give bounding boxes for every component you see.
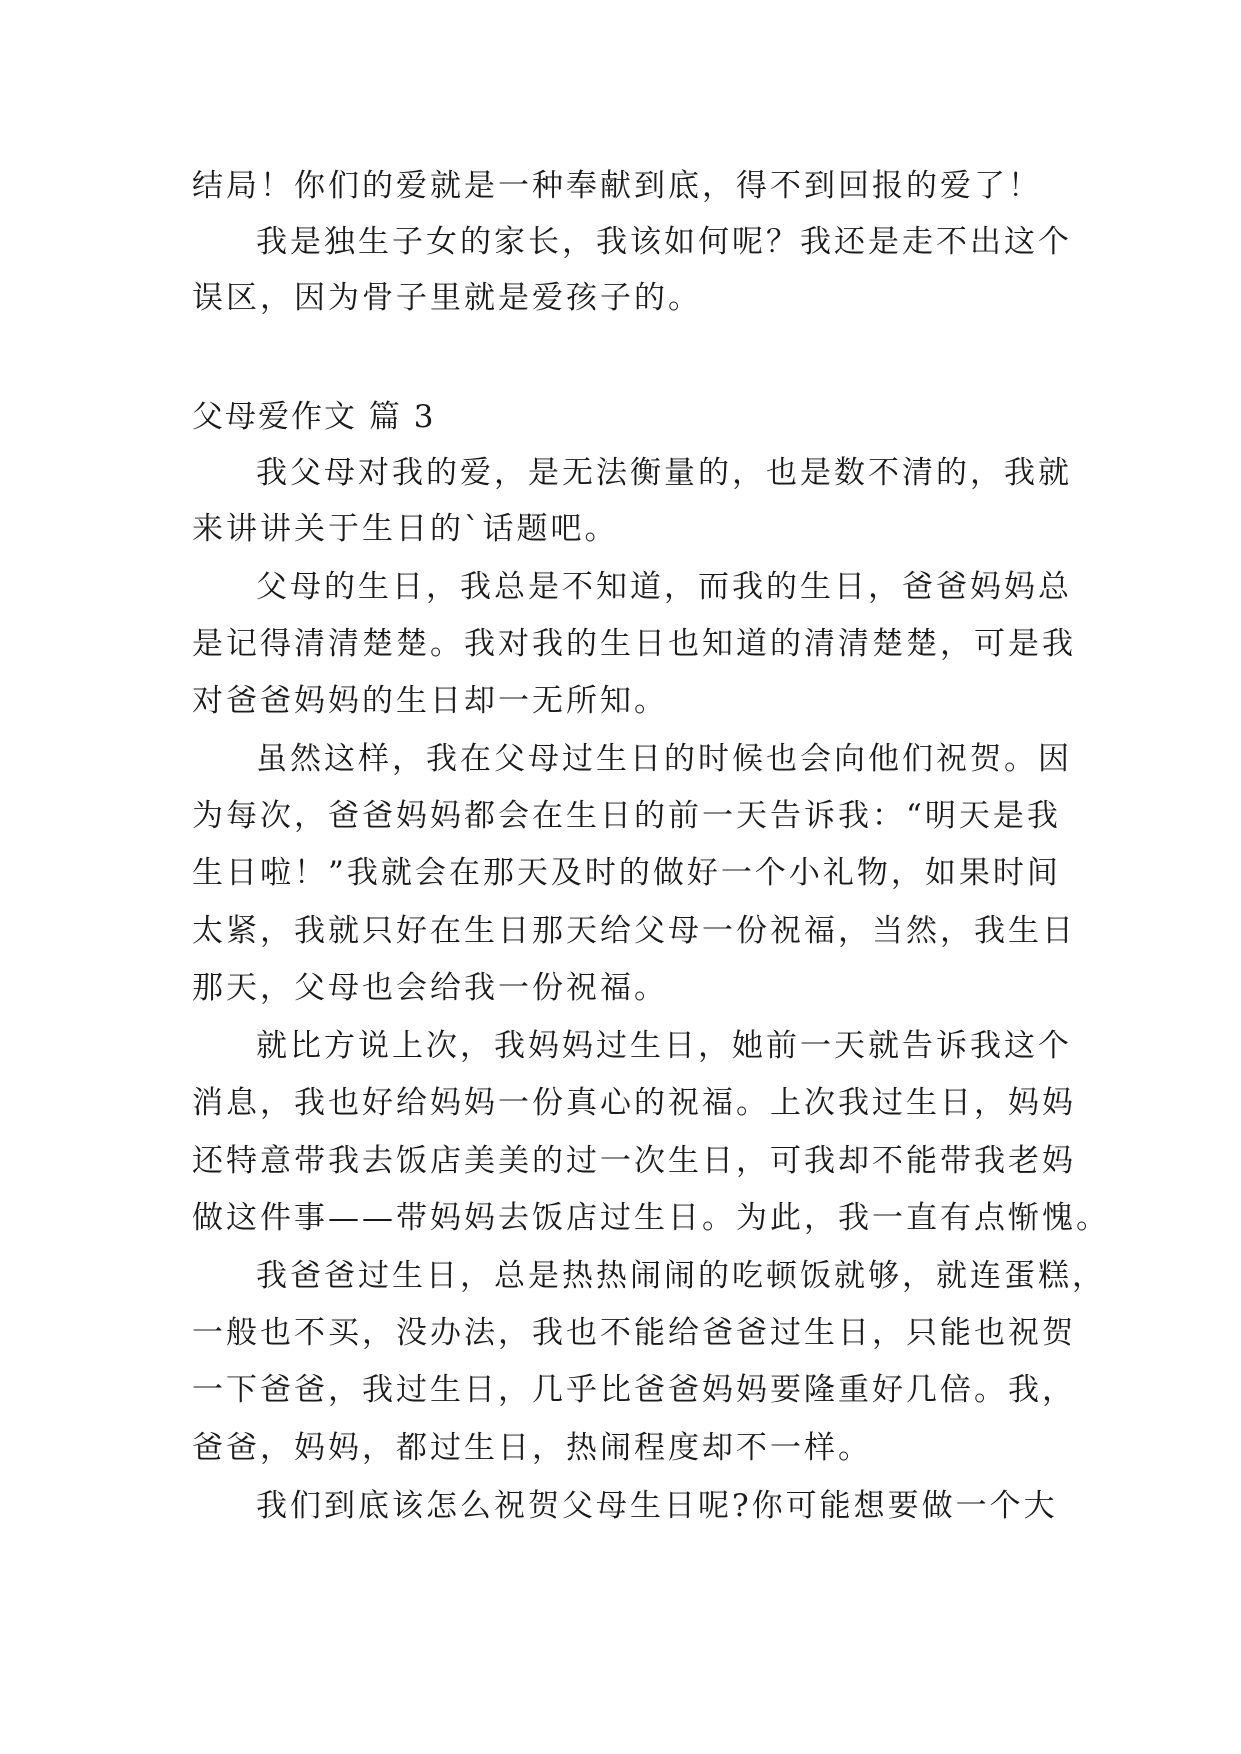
text-line: 太紧，我就只好在生日那天给父母一份祝福，当然，我生日	[192, 913, 1076, 949]
text-line: 一般也不买，没办法，我也不能给爸爸过生日，只能也祝贺	[192, 1315, 1076, 1351]
text-line: 那天，父母也会给我一份祝福。	[192, 970, 668, 1006]
text-line: 生日啦！”我就会在那天及时的做好一个小礼物，如果时间	[192, 855, 1061, 891]
text-line: 为每次，爸爸妈妈都会在生日的前一天告诉我：“明天是我	[192, 798, 1061, 834]
paragraph-first-line: 我们到底该怎么祝贺父母生日呢?你可能想要做一个大	[256, 1488, 1058, 1524]
text-line: 来讲讲关于生日的`话题吧。	[192, 511, 619, 547]
text-line: 一下爸爸，我过生日，几乎比爸爸妈妈要隆重好几倍。我，	[192, 1372, 1076, 1408]
paragraph-first-line: 我爸爸过生日，总是热热闹闹的吃顿饭就够，就连蛋糕，	[256, 1258, 1106, 1294]
text-line: 消息，我也好给妈妈一份真心的祝福。上次我过生日，妈妈	[192, 1085, 1076, 1121]
paragraph-first-line: 就比方说上次，我妈妈过生日，她前一天就告诉我这个	[256, 1028, 1072, 1064]
text-line: 做这件事——带妈妈去饭店过生日。为此，我一直有点惭愧。	[192, 1200, 1110, 1236]
text-line: 误区，因为骨子里就是爱孩子的。	[192, 280, 702, 316]
text-line: 是记得清清楚楚。我对我的生日也知道的清清楚楚，可是我	[192, 626, 1076, 662]
section-heading: 父母爱作文 篇 3	[192, 399, 436, 435]
text-line: 还特意带我去饭店美美的过一次生日，可我却不能带我老妈	[192, 1143, 1076, 1179]
text-line: 对爸爸妈妈的生日却一无所知。	[192, 683, 668, 719]
text-line: 爸爸，妈妈，都过生日，热闹程度却不一样。	[192, 1430, 872, 1466]
paragraph-first-line: 我父母对我的爱，是无法衡量的，也是数不清的，我就	[256, 455, 1072, 491]
paragraph-first-line: 我是独生子女的家长，我该如何呢？我还是走不出这个	[256, 224, 1072, 260]
paragraph-first-line: 父母的生日，我总是不知道，而我的生日，爸爸妈妈总	[256, 569, 1072, 605]
text-line: 结局！你们的爱就是一种奉献到底，得不到回报的爱了！	[192, 168, 1042, 204]
paragraph-first-line: 虽然这样，我在父母过生日的时候也会向他们祝贺。因	[256, 741, 1072, 777]
